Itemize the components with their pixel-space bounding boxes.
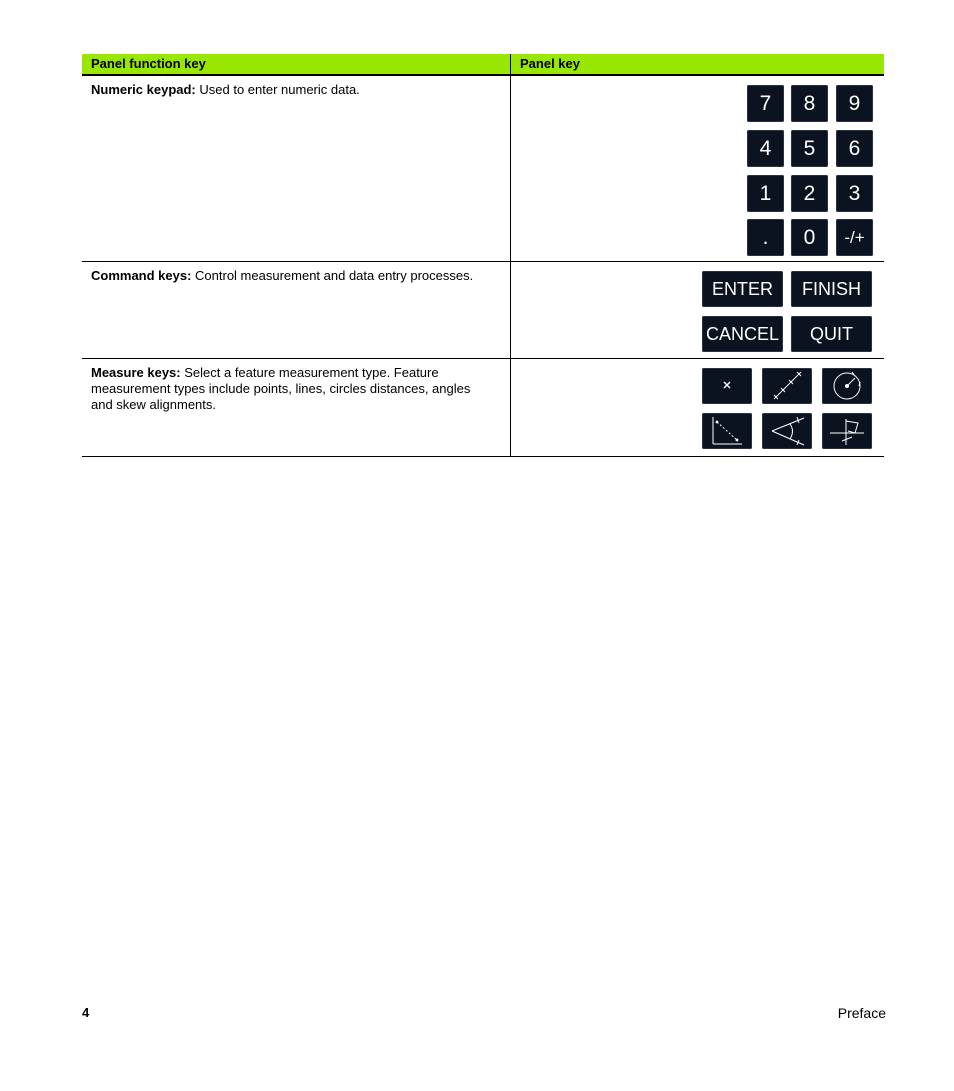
table-row-numeric-keypad — [82, 76, 884, 262]
panel-key-table — [82, 54, 884, 457]
row-text: Select a feature measurement type. Feature measurement types include points, lines, circles distances, angles and skew alignments. — [91, 365, 471, 412]
point-icon — [702, 368, 752, 404]
key-8[interactable]: 8 — [791, 85, 828, 122]
row-description — [82, 262, 511, 358]
key-sign[interactable]: -/+ — [836, 219, 873, 256]
key-2[interactable]: 2 — [791, 175, 828, 212]
row-text: Used to enter numeric data. — [195, 82, 360, 97]
measure-distance-key[interactable] — [702, 413, 752, 449]
key-5[interactable]: 5 — [791, 130, 828, 167]
key-6[interactable]: 6 — [836, 130, 873, 167]
header-panel-key: Panel key — [520, 56, 580, 71]
measure-point-key[interactable] — [702, 368, 752, 404]
key-7[interactable]: 7 — [747, 85, 784, 122]
header-panel-function-key: Panel function key — [82, 54, 511, 74]
table-header — [82, 54, 884, 76]
row-text: Control measurement and data entry processes. — [191, 268, 474, 283]
skew-icon — [822, 413, 872, 449]
command-keys — [511, 262, 884, 358]
row-title: Measure keys: — [91, 365, 181, 380]
circle-icon — [822, 368, 872, 404]
angle-icon — [762, 413, 812, 449]
row-description — [82, 359, 511, 456]
table-row-measure-keys — [82, 359, 884, 457]
distance-icon — [702, 413, 752, 449]
page-number: 4 — [82, 1005, 90, 1020]
enter-key[interactable]: ENTER — [702, 271, 783, 307]
measure-skew-key[interactable] — [822, 413, 872, 449]
row-title: Command keys: — [91, 268, 192, 283]
cancel-key[interactable]: CANCEL — [702, 316, 783, 352]
key-0[interactable]: 0 — [791, 219, 828, 256]
measure-line-key[interactable] — [762, 368, 812, 404]
row-title: Numeric keypad: — [91, 82, 196, 97]
key-9[interactable]: 9 — [836, 85, 873, 122]
key-4[interactable]: 4 — [747, 130, 784, 167]
measure-angle-key[interactable] — [762, 413, 812, 449]
key-1[interactable]: 1 — [747, 175, 784, 212]
measure-circle-key[interactable] — [822, 368, 872, 404]
quit-key[interactable]: QUIT — [791, 316, 872, 352]
table-row-command-keys — [82, 262, 884, 359]
measure-keys — [511, 359, 884, 456]
numeric-keypad — [511, 76, 884, 261]
finish-key[interactable]: FINISH — [791, 271, 872, 307]
section-title: Preface — [837, 1005, 886, 1021]
key-3[interactable]: 3 — [836, 175, 873, 212]
row-description — [82, 76, 511, 261]
key-decimal[interactable]: . — [747, 219, 784, 256]
line-icon — [762, 368, 812, 404]
